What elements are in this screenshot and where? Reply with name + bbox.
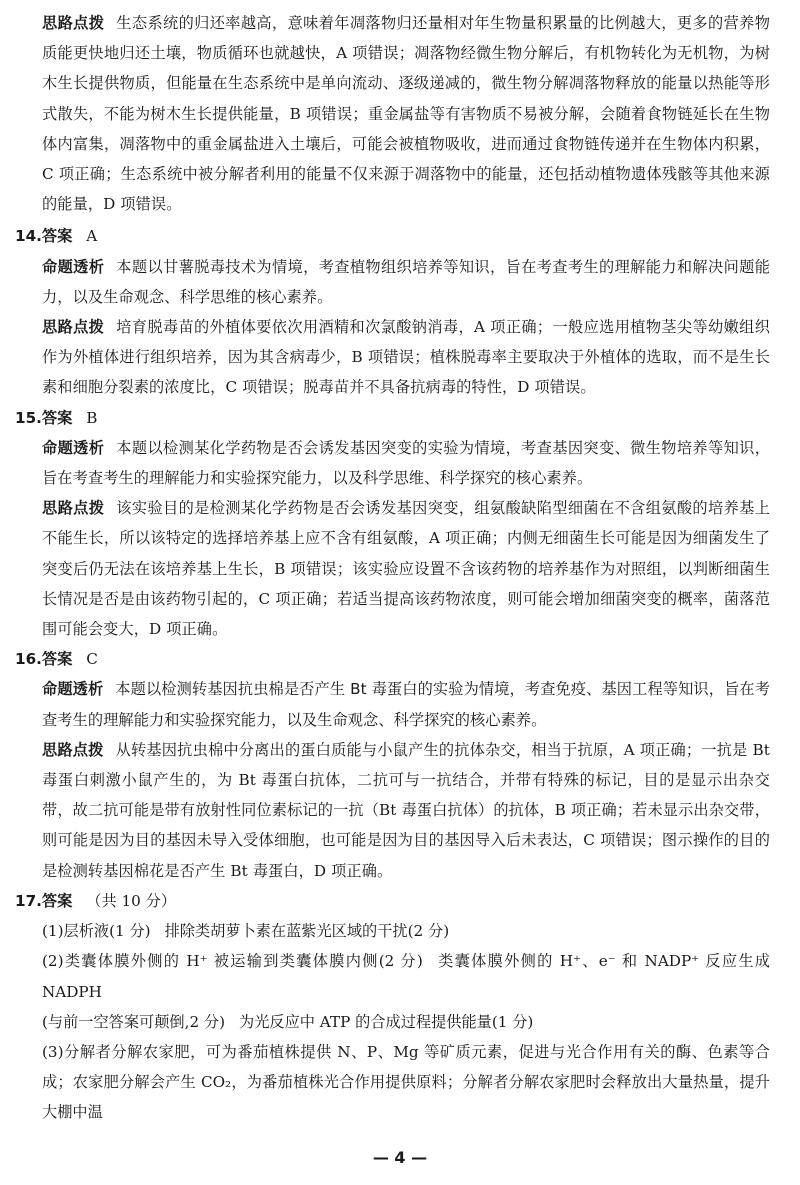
answer-label: 答案 (41, 891, 73, 910)
question-number: 16. (15, 650, 42, 669)
analysis-text: 本题以甘薯脱毒技术为情境，考查植物组织培养等知识，旨在考查考生的理解能力和解决问题能力，以及生命观念、科学思维的核心素养。 (42, 257, 771, 306)
question-number: 17. (15, 891, 42, 910)
q16-hint (40, 735, 770, 886)
analysis-label: 命题透析 (42, 438, 105, 457)
item-2-answer-d: 为光反应中 ATP 的合成过程提供能量(1 分) (239, 1012, 534, 1031)
question-number: 14. (15, 227, 42, 246)
item-2-answer-a: (2)类囊体膜外侧的 H⁺ 被运输到类囊体膜内侧(2 分) (42, 952, 423, 971)
hint-label: 思路点拨 (42, 318, 105, 337)
item-1-answer-a: (1)层析液(1 分) (42, 922, 151, 941)
q17-header (15, 886, 770, 916)
q14-header (15, 221, 770, 251)
q14-analysis (40, 252, 770, 312)
q13-hint (40, 8, 770, 219)
q15-hint (40, 493, 770, 644)
hint-text: 该实验目的是检测某化学药物是否会诱发基因突变，组氨酸缺陷型细菌在不含组氨酸的培养基上不能生长，所以该特定的选择培养基上应不含有组氨酸，A 项正确；内侧无细菌生长可能是因为细菌发生了突变后仍无法在该培养基上生长，B 项错误；该实验应设置不含该药物的培养基作为对照组，以判断细菌生长情况是否是由该药物引起的，C 项正确；若适当提高该药物浓度，则可能会增加细菌突变的概率，菌落范围可能会变大，D 项正确。 (42, 499, 771, 639)
item-1-answer-b: 排除类胡萝卜素在蓝紫光区域的干扰(2 分) (164, 922, 450, 941)
hint-label: 思路点拨 (42, 499, 105, 518)
answer-label: 答案 (41, 650, 73, 669)
q17-item-2 (40, 946, 770, 1037)
analysis-text: 本题以检测某化学药物是否会诱发基因突变的实验为情境，考查基因突变、微生物培养等知识，旨在考查考生的理解能力和实验探究能力，以及科学思维、科学探究的核心素养。 (42, 438, 771, 488)
item-3-answer: (3)分解者分解农家肥，可为番茄植株提供 N、P、Mg 等矿质元素，促进与光合作用有关的酶、色素等合成；农家肥分解会产生 CO₂，为番茄植株光合作用提供原料；分解者分解农家肥时会释放出大量热量，提升大棚中温 (42, 1042, 770, 1122)
score-total: （共 10 分） (86, 891, 177, 910)
q15-analysis (40, 433, 770, 493)
analysis-label: 命题透析 (42, 257, 105, 276)
hint-text: 生态系统的归还率越高，意味着年凋落物归还量相对年生物量积累量的比例越大，更多的营养物质能更快地归还土壤，物质循环也就越快，A 项错误；凋落物经微生物分解后，有机物转化为无机物，为树木生长提供物质，但能量在生态系统中是单向流动、逐级递减的，微生物分解凋落物释放的能量以热能等形式散失，不能为树木生长提供能量，B 项错误；重金属盐等有害物质不易被分解，会随着食物链延长在生物体内富集，凋落物中的重金属盐进入土壤后，可能会被植物吸收，进而通过食物链传递并在生物体内积累，C 项正确；生态系统中被分解者利用的能量不仅来源于凋落物中的能量，还包括动植物遗体残骸等其他来源的能量，D 项错误。 (42, 14, 771, 214)
q16-analysis (40, 674, 770, 734)
hint-text: 从转基因抗虫棉中分离出的蛋白质能与小鼠产生的抗体杂交，相当于抗原，A 项正确；一抗是 Bt 毒蛋白刺激小鼠产生的，为 Bt 毒蛋白抗体，二抗可与一抗结合，并带有特殊的标记，目的是显示出杂交带，故二抗可能是带有放射性同位素标记的一抗（Bt 毒蛋白抗体）的抗体，B 项正确；若未显示出杂交带，则可能是因为目的基因未导入受体细胞，也可能是因为目的基因导入后未表达，C 项错误；图示操作的目的是检测转基因棉花是否产生 Bt 毒蛋白，D 项正确。 (42, 740, 771, 880)
hint-label: 思路点拨 (42, 740, 104, 759)
item-2-note: (与前一空答案可颠倒,2 分) (42, 1012, 226, 1031)
analysis-text: 本题以检测转基因抗虫棉是否产生 Bt 毒蛋白的实验为情境，考查免疫、基因工程等知识，旨在考查考生的理解能力和实验探究能力，以及生命观念、科学探究的核心素养。 (42, 680, 770, 729)
answer-value: A (86, 227, 98, 246)
question-number: 15. (15, 408, 42, 427)
analysis-label: 命题透析 (42, 680, 104, 699)
q14-hint (40, 312, 770, 403)
page-number: — 4 — (372, 1148, 428, 1167)
q17-item-1 (40, 916, 770, 946)
q17-item-3 (40, 1037, 770, 1128)
item-2-answer-b: 类囊体膜外侧的 H⁺、e⁻ 和 NADP⁺ 反应生成 NADPH (42, 952, 770, 1001)
answer-label: 答案 (41, 227, 73, 246)
answer-label: 答案 (41, 408, 73, 427)
hint-label: 思路点拨 (42, 14, 105, 32)
answer-value: B (86, 408, 98, 427)
q16-header (15, 644, 770, 674)
answer-value: C (86, 650, 98, 669)
q15-header (15, 403, 770, 433)
hint-text: 培育脱毒苗的外植体要依次用酒精和次氯酸钠消毒，A 项正确；一般应选用植物茎尖等幼嫩组织作为外植体进行组织培养，因为其含病毒少，B 项错误；植株脱毒率主要取决于外植体的选取，而不是生长素和细胞分裂素的浓度比，C 项错误；脱毒苗并不具备抗病毒的特性，D 项错误。 (42, 318, 770, 397)
